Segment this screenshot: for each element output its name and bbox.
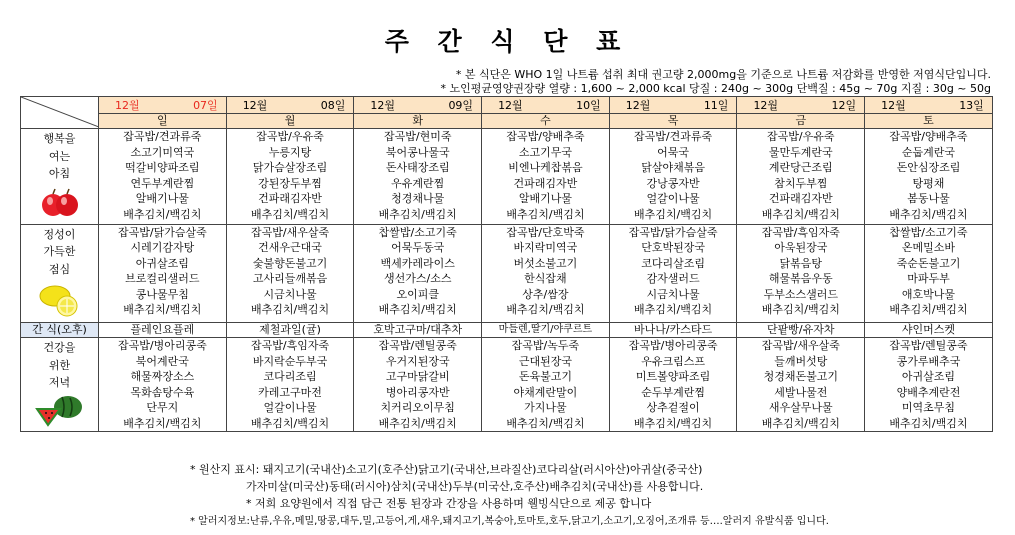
menu-item: 배추김치/백김치 [123, 303, 202, 316]
menu-item: 콩가루배추국 [896, 354, 961, 368]
menu-item: 카레고구마전 [258, 385, 322, 399]
breakfast-cell [482, 129, 610, 225]
corner-cell [21, 97, 99, 129]
menu-item: 버섯소불고기 [513, 256, 578, 270]
date-label: 09일 [448, 99, 474, 112]
apple-icon [40, 185, 80, 221]
month-label: 12월 [370, 99, 395, 112]
snack-label: 간 식(오후) [21, 323, 99, 338]
menu-item: 잡곡밥/렌틸콩죽 [889, 339, 968, 352]
menu-item: 닭살야채볶음 [641, 161, 705, 174]
lunch-cell [226, 224, 354, 323]
menu-item: 잡곡밥/병아리콩죽 [628, 339, 718, 352]
menu-item: 강낭콩자반 [646, 176, 700, 190]
menu-item: 건새우근대국 [258, 241, 322, 254]
menu-item: 미트볼양파조림 [635, 370, 711, 383]
dinner-row [21, 338, 993, 432]
menu-item: 배추김치/백김치 [761, 303, 840, 316]
dinner-cell [482, 338, 610, 432]
date-label: 08일 [320, 99, 346, 112]
menu-item: 배추김치/백김치 [634, 207, 713, 221]
breakfast-label: 행복을 여는 아침 [21, 129, 99, 225]
menu-item: 소고기미역국 [130, 145, 195, 159]
menu-item: 잡곡밥/우유죽 [256, 130, 324, 143]
menu-item: 목화솜탕수육 [130, 385, 195, 399]
month-label: 12월 [881, 99, 906, 112]
origin-note: * 원산지 표시: 돼지고기(국내산)소고기(호주산)닭고기(국내산,브라질산)코다리살(러시아산)아귀살(중국산) [190, 463, 703, 476]
menu-item: 두부소스샐러드 [763, 287, 838, 301]
weekday-cell: 화 [354, 114, 482, 129]
kimchi-note: * 저희 요양원에서 직접 담근 전통 된장과 간장을 사용하며 웰빙식단으로 제공 합니다 [246, 497, 652, 510]
menu-item: 잡곡밥/단호박죽 [506, 225, 585, 239]
page-title: 주 간 식 단 표 [384, 27, 631, 56]
menu-item: 잡곡밥/현미죽 [383, 130, 452, 143]
menu-item: 잡곡밥/흑임자죽 [761, 225, 840, 239]
menu-item: 배추김치/백김치 [634, 416, 713, 430]
menu-item: 참치두부찜 [774, 176, 828, 190]
menu-item: 잡곡밥/흑임자죽 [250, 339, 330, 352]
menu-item: 감자샐러드 [646, 272, 700, 285]
origin-note-continued: 가자미살(미국산)동태(러시아)삼치(국내산)두부(미국산,호주산)배추김치(국내산)를 사용합니다. [246, 480, 704, 493]
dinner-cell [609, 338, 737, 432]
month-label: 12월 [625, 99, 651, 112]
weekday-cell: 월 [226, 114, 354, 129]
watermelon-icon [34, 393, 86, 427]
menu-item: 청경채돈불고기 [763, 370, 838, 383]
menu-item: 단무지 [146, 401, 179, 414]
menu-item: 배추김치/백김치 [761, 207, 840, 221]
menu-item: 얼갈이나물 [263, 401, 317, 414]
menu-item: 봄동나물 [907, 192, 950, 205]
menu-item: 치커리오이무침 [380, 401, 455, 414]
menu-item: 고사리들깨볶음 [252, 272, 328, 285]
menu-item: 들깨버섯탕 [774, 354, 828, 368]
date-cell [865, 97, 993, 114]
menu-item: 시금치나물 [646, 287, 700, 301]
menu-item: 배추김치/백김치 [378, 303, 457, 316]
lunch-cell [482, 224, 610, 323]
menu-item: 아욱된장국 [774, 241, 828, 254]
breakfast-cell [354, 129, 482, 225]
date-label: 12일 [831, 99, 857, 112]
menu-item: 배추김치/백김치 [889, 303, 968, 316]
breakfast-cell [737, 129, 865, 225]
menu-item: 아귀살조림 [901, 370, 956, 383]
menu-item: 우유크림스프 [641, 354, 705, 368]
menu-item: 탕평채 [912, 176, 945, 190]
breakfast-cell [609, 129, 737, 225]
menu-item: 배추김치/백김치 [506, 207, 585, 221]
date-label: 13일 [959, 99, 984, 112]
menu-item: 닭가슴살장조림 [252, 161, 328, 174]
dinner-cell [737, 338, 865, 432]
menu-item: 숯불향돈불고기 [252, 256, 328, 270]
menu-item: 마파두부 [907, 272, 950, 285]
month-label: 12월 [115, 99, 140, 112]
lunch-row [21, 224, 993, 323]
snack-cell: 샤인머스켓 [865, 323, 993, 338]
menu-item: 북어계란국 [135, 354, 189, 368]
allergy-note: * 알러지정보:난류,우유,메밀,땅콩,대두,밀,고등어,게,새우,돼지고기,복숭아,토마토,호두,닭고기,소고기,오징어,조개류 등….알러지 유발식품 입니다. [190, 516, 829, 527]
menu-item: 잡곡밥/병아리콩죽 [117, 339, 207, 352]
date-cell [354, 97, 482, 114]
menu-item: 소고기무국 [518, 145, 572, 159]
snack-cell: 바나나/카스타드 [609, 323, 737, 338]
menu-item: 상추겉절이 [646, 401, 700, 414]
menu-item: 근대된장국 [518, 354, 572, 368]
menu-item: 애호박나물 [901, 287, 956, 301]
menu-item: 세발나물전 [774, 385, 828, 399]
lunch-cell [865, 224, 993, 323]
menu-item: 배추김치/백김치 [250, 207, 330, 221]
menu-item: 돈사태장조림 [385, 161, 450, 174]
menu-item: 새우살무나물 [768, 401, 833, 414]
snack-cell: 단팥빵/유자차 [737, 323, 865, 338]
menu-item: 닭볶음탕 [779, 256, 823, 270]
month-label: 12월 [242, 99, 268, 112]
menu-item: 순둡계란국 [901, 145, 956, 159]
menu-item: 죽순돈불고기 [896, 256, 961, 270]
menu-item: 배추김치/백김치 [378, 207, 457, 221]
menu-item: 찹쌀밥/소고기죽 [378, 225, 457, 239]
lunch-cell [737, 224, 865, 323]
menu-item: 야채계란말이 [513, 385, 578, 399]
date-cell [737, 97, 865, 114]
weekday-cell: 금 [737, 114, 865, 129]
menu-item: 시금치나물 [263, 287, 317, 301]
menu-item: 배추김치/백김치 [250, 303, 330, 316]
menu-item: 가지나물 [524, 401, 567, 414]
month-label: 12월 [498, 99, 523, 112]
menu-item: 오이피클 [396, 287, 439, 301]
weekday-cell: 토 [865, 114, 993, 129]
menu-item: 배추김치/백김치 [506, 303, 585, 316]
menu-item: 우거지된장국 [385, 354, 450, 368]
menu-item: 찹쌀밥/소고기죽 [889, 225, 968, 239]
menu-item: 우유계란찜 [391, 176, 445, 190]
date-row [21, 97, 993, 114]
dinner-label: 건강을 위한 저녁 [21, 338, 99, 432]
sodium-note: * 본 식단은 WHO 1일 나트륨 섭취 최대 권고량 2,000mg을 기준으로 나트륨 저감화를 반영한 저염식단입니다. [455, 68, 991, 81]
menu-item: 콩나물무침 [135, 287, 189, 301]
menu-item: 잡곡밥/우유죽 [767, 130, 835, 143]
month-label: 12월 [753, 99, 779, 112]
menu-item: 배추김치/백김치 [761, 416, 840, 430]
menu-item: 상추/쌈장 [522, 287, 569, 301]
menu-item: 물만두계란국 [768, 145, 833, 159]
menu-item: 돈안심장조림 [896, 161, 961, 174]
menu-item: 잡곡밥/견과류죽 [123, 130, 202, 143]
menu-item: 시레기감자탕 [130, 241, 195, 254]
menu-item: 비엔나케찹볶음 [508, 161, 583, 174]
menu-item: 단호박된장국 [641, 241, 705, 254]
menu-item: 잡곡밥/견과류죽 [634, 130, 713, 143]
menu-item: 생선가스/소스 [383, 272, 452, 285]
menu-item: 해물짜장소스 [130, 370, 195, 383]
menu-item: 건파래김자반 [513, 176, 578, 190]
date-label: 07일 [193, 99, 218, 112]
menu-item: 고구마닭갈비 [385, 370, 450, 383]
dinner-cell [865, 338, 993, 432]
menu-item: 배추김치/백김치 [123, 416, 202, 430]
weekday-cell: 목 [609, 114, 737, 129]
menu-item: 바지락미역국 [513, 241, 578, 254]
weekday-cell: 일 [99, 114, 227, 129]
weekday-row [21, 114, 993, 129]
menu-item: 아귀살조림 [135, 256, 189, 270]
menu-item: 병아리콩자반 [385, 385, 450, 399]
menu-item: 온메밀소바 [901, 241, 956, 254]
menu-item: 청경채나물 [391, 192, 445, 205]
lunch-cell [99, 224, 227, 323]
lemon-icon [37, 279, 83, 319]
menu-item: 배추김치/백김치 [889, 207, 968, 221]
menu-item: 잡곡밥/새우살죽 [761, 339, 840, 352]
lunch-cell [354, 224, 482, 323]
menu-item: 브로컬리샐러드 [125, 272, 200, 285]
menu-item: 알배기나물 [518, 192, 572, 205]
menu-item: 건파래김자반 [768, 192, 833, 205]
menu-item: 배추김치/백김치 [506, 416, 585, 430]
menu-item: 해물볶음우동 [768, 272, 833, 285]
dinner-cell [354, 338, 482, 432]
snack-cell: 마들렌,딸기/야쿠르트 [482, 323, 610, 338]
menu-item: 바지락순두부국 [252, 354, 328, 368]
menu-item: 배추김치/백김치 [889, 416, 968, 430]
date-cell [99, 97, 227, 114]
date-cell [482, 97, 610, 114]
date-cell [609, 97, 737, 114]
breakfast-cell [865, 129, 993, 225]
snack-row [21, 323, 993, 338]
dinner-cell [99, 338, 227, 432]
menu-item: 누릉지탕 [268, 145, 312, 159]
menu-item: 잡곡밥/렌틸콩죽 [378, 339, 457, 352]
menu-item: 코다리살조림 [641, 256, 705, 270]
menu-item: 돈육불고기 [518, 370, 572, 383]
menu-item: 양배추계란전 [896, 385, 961, 399]
menu-item: 잡곡밥/닭가슴살죽 [117, 225, 207, 239]
lunch-cell [609, 224, 737, 323]
menu-item: 코다리조림 [263, 370, 317, 383]
snack-cell: 제철과일(귤) [226, 323, 354, 338]
breakfast-cell [226, 129, 354, 225]
date-cell [226, 97, 354, 114]
breakfast-cell [99, 129, 227, 225]
snack-cell: 호박고구마/대추차 [354, 323, 482, 338]
menu-item: 어묵두동국 [391, 241, 445, 254]
menu-item: 배추김치/백김치 [634, 303, 713, 316]
dinner-cell [226, 338, 354, 432]
menu-item: 잡곡밥/녹두죽 [511, 339, 580, 352]
menu-item: 미역초무침 [901, 401, 956, 414]
menu-item: 떡갈비양파조림 [125, 161, 200, 174]
breakfast-row [21, 129, 993, 225]
menu-item: 계란당근조림 [768, 161, 833, 174]
menu-item: 배추김치/백김치 [123, 207, 202, 221]
menu-item: 배추김치/백김치 [250, 416, 330, 430]
date-label: 11일 [703, 99, 729, 112]
menu-item: 알배기나물 [135, 192, 189, 205]
lunch-label: 정성이 가득한 점심 [21, 224, 99, 323]
diagonal-line [21, 97, 99, 127]
weekday-cell: 수 [482, 114, 610, 129]
menu-item: 어묵국 [657, 145, 690, 159]
menu-item: 잡곡밥/새우살죽 [250, 225, 330, 239]
menu-item: 강된장두부찜 [258, 176, 322, 190]
menu-item: 건파래김자반 [258, 192, 322, 205]
menu-item: 북어콩나물국 [385, 145, 450, 159]
menu-item: 얼갈이나물 [646, 192, 700, 205]
menu-item: 배추김치/백김치 [378, 416, 457, 430]
nutrition-note: * 노인평균영양권장량 열량 : 1,600 ~ 2,000 kcal 당질 : 240g ~ 300g 단백질 : 45g ~ 70g 지질 : 30g ~ 50g [440, 82, 991, 95]
weekly-menu-table [20, 96, 993, 432]
date-label: 10일 [576, 99, 601, 112]
menu-item: 한식잡채 [524, 272, 567, 285]
menu-item: 연두부계란찜 [130, 176, 195, 190]
menu-item: 잡곡밥/양배추죽 [506, 130, 585, 143]
snack-cell: 플레인요플레 [99, 323, 227, 338]
menu-item: 백세카레라이스 [380, 256, 455, 270]
menu-item: 잡곡밥/양배추죽 [889, 130, 968, 143]
menu-item: 잡곡밥/닭가슴살죽 [628, 225, 718, 239]
menu-item: 순두부계란찜 [641, 385, 705, 399]
